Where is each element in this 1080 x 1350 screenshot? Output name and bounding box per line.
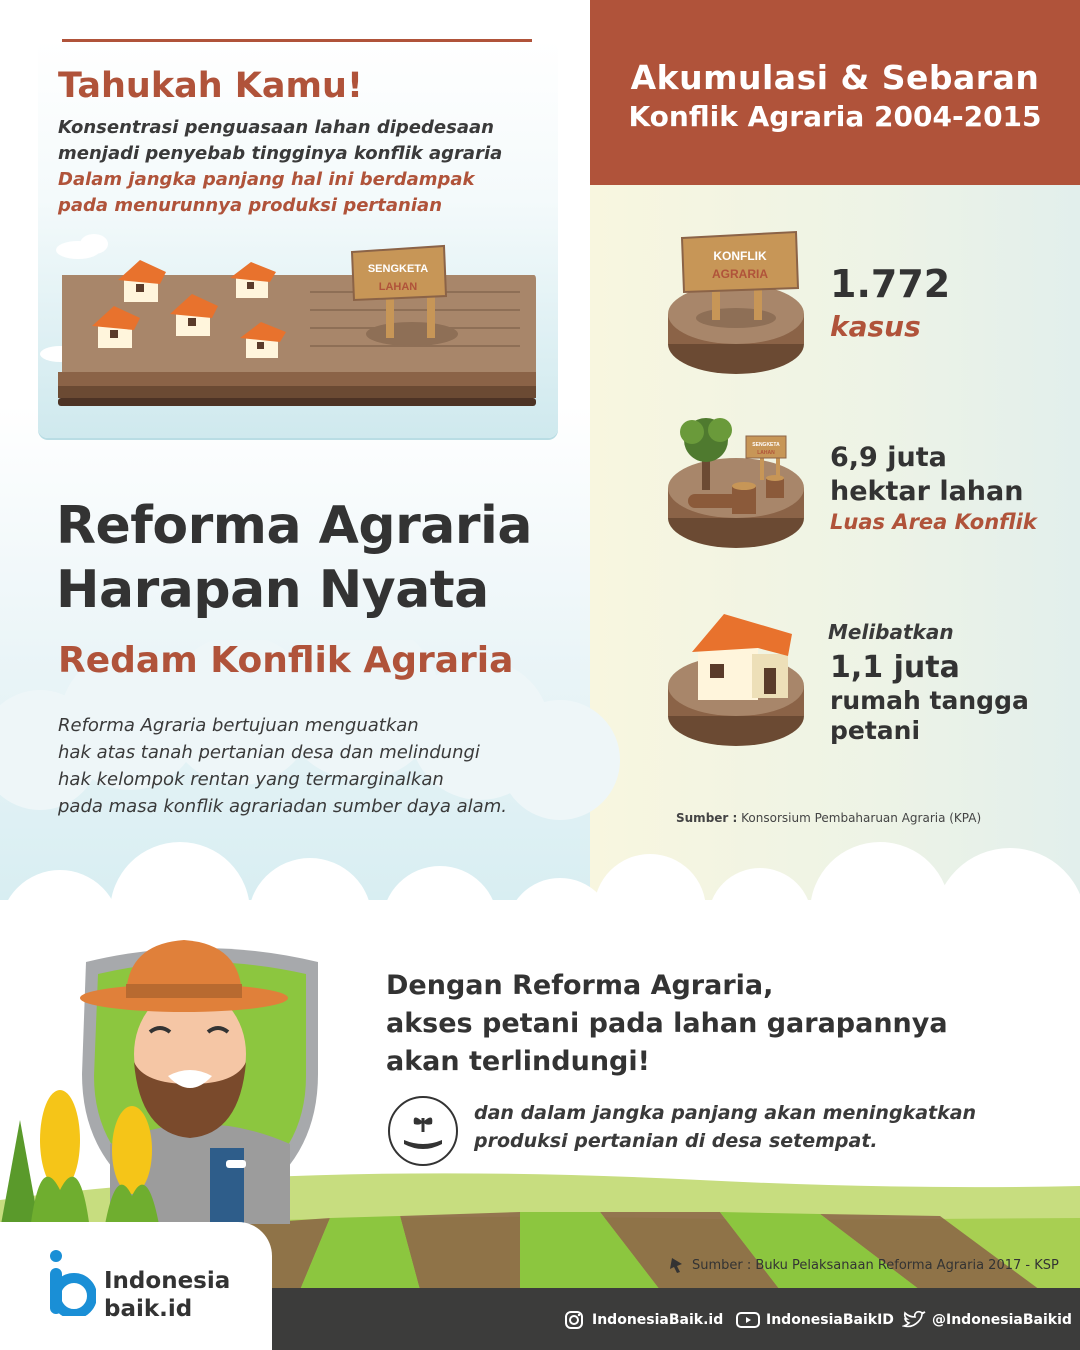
card-line: Konsentrasi penguasaan lahan dipedesaan — [58, 117, 494, 138]
card-line-red: Dalam jangka panjang hal ini berdampak — [58, 169, 475, 190]
land-conflict-icon — [664, 410, 810, 560]
stat-cases-value: 1.772 — [830, 262, 951, 306]
indonesiabaik-logo-icon[interactable] — [48, 1246, 96, 1316]
body-line: hak atas tanah pertanian desa dan melindungi — [58, 742, 480, 763]
card-line-red: pada menurunnya produksi pertanian — [58, 195, 443, 216]
body-line: hak kelompok rentan yang termarginalkan — [58, 769, 444, 790]
headline-line2: Harapan Nyata — [56, 560, 489, 620]
stat-area-label: Luas Area Konflik — [830, 510, 1037, 534]
sign-text: SENGKETA — [367, 263, 429, 275]
source-kpa: Sumber : Konsorsium Pembaharuan Agraria (KPA) — [676, 811, 982, 825]
card-line: menjadi penyebab tingginya konflik agraria — [58, 143, 503, 164]
stats-header — [590, 0, 1080, 185]
pin-icon — [668, 1256, 686, 1274]
konflik-sign-icon — [664, 222, 810, 388]
stats-title-line1: Akumulasi & Sebaran — [630, 58, 1040, 97]
sign-text: LAHAN — [378, 281, 418, 293]
reform-message-line2: akses petani pada lahan garapannya — [386, 1008, 948, 1039]
sign-text: SENGKETA — [752, 442, 780, 448]
stat-households-prefix: Melibatkan — [828, 620, 954, 644]
youtube-icon[interactable] — [736, 1310, 760, 1330]
card-title: Tahukah Kamu! — [58, 66, 363, 106]
stat-households-unit2: petani — [830, 716, 921, 745]
reform-message-line3: akan terlindungi! — [386, 1046, 650, 1077]
stat-area-value: 6,9 juta — [830, 442, 947, 473]
sign-text: LAHAN — [757, 450, 775, 456]
reform-message-line1: Dengan Reforma Agraria, — [386, 970, 774, 1001]
sign-text: KONFLIK — [713, 249, 767, 263]
stat-households-value: 1,1 juta — [830, 650, 960, 685]
twitter-handle[interactable]: @IndonesiaBaikid — [932, 1312, 1072, 1328]
stats-title-line2: Konflik Agraria 2004-2015 — [628, 100, 1042, 133]
farm-house-icon — [664, 604, 810, 754]
instagram-icon[interactable] — [564, 1310, 584, 1330]
twitter-icon[interactable] — [902, 1310, 926, 1330]
village-land-illustration — [40, 232, 556, 418]
youtube-handle[interactable]: IndonesiaBaikID — [766, 1312, 894, 1328]
stat-area-unit: hektar lahan — [830, 476, 1024, 507]
instagram-handle[interactable]: IndonesiaBaik.id — [592, 1312, 724, 1328]
reform-message2-line2: produksi pertanian di desa setempat. — [474, 1130, 878, 1152]
corn-icon — [0, 1080, 160, 1230]
source-ksp: Sumber : Buku Pelaksanaan Reforma Agraria 2017 - KSP — [692, 1258, 1059, 1273]
sign-text: AGRARIA — [712, 267, 768, 281]
headline-line1: Reforma Agraria — [56, 496, 532, 556]
body-line: Reforma Agraria bertujuan menguatkan — [58, 715, 419, 736]
headline-sub: Redam Konflik Agraria — [58, 640, 514, 681]
sprout-hand-icon — [388, 1096, 458, 1166]
logo-text: Indonesia — [104, 1268, 231, 1294]
reform-message2-line1: dan dalam jangka panjang akan meningkatkan — [474, 1102, 977, 1124]
card-divider — [62, 39, 532, 42]
body-line: pada masa konflik agrariadan sumber daya alam. — [58, 796, 507, 817]
stat-cases-label: kasus — [830, 310, 921, 343]
logo-text: baik.id — [104, 1296, 193, 1322]
stat-households-unit: rumah tangga — [830, 686, 1029, 715]
